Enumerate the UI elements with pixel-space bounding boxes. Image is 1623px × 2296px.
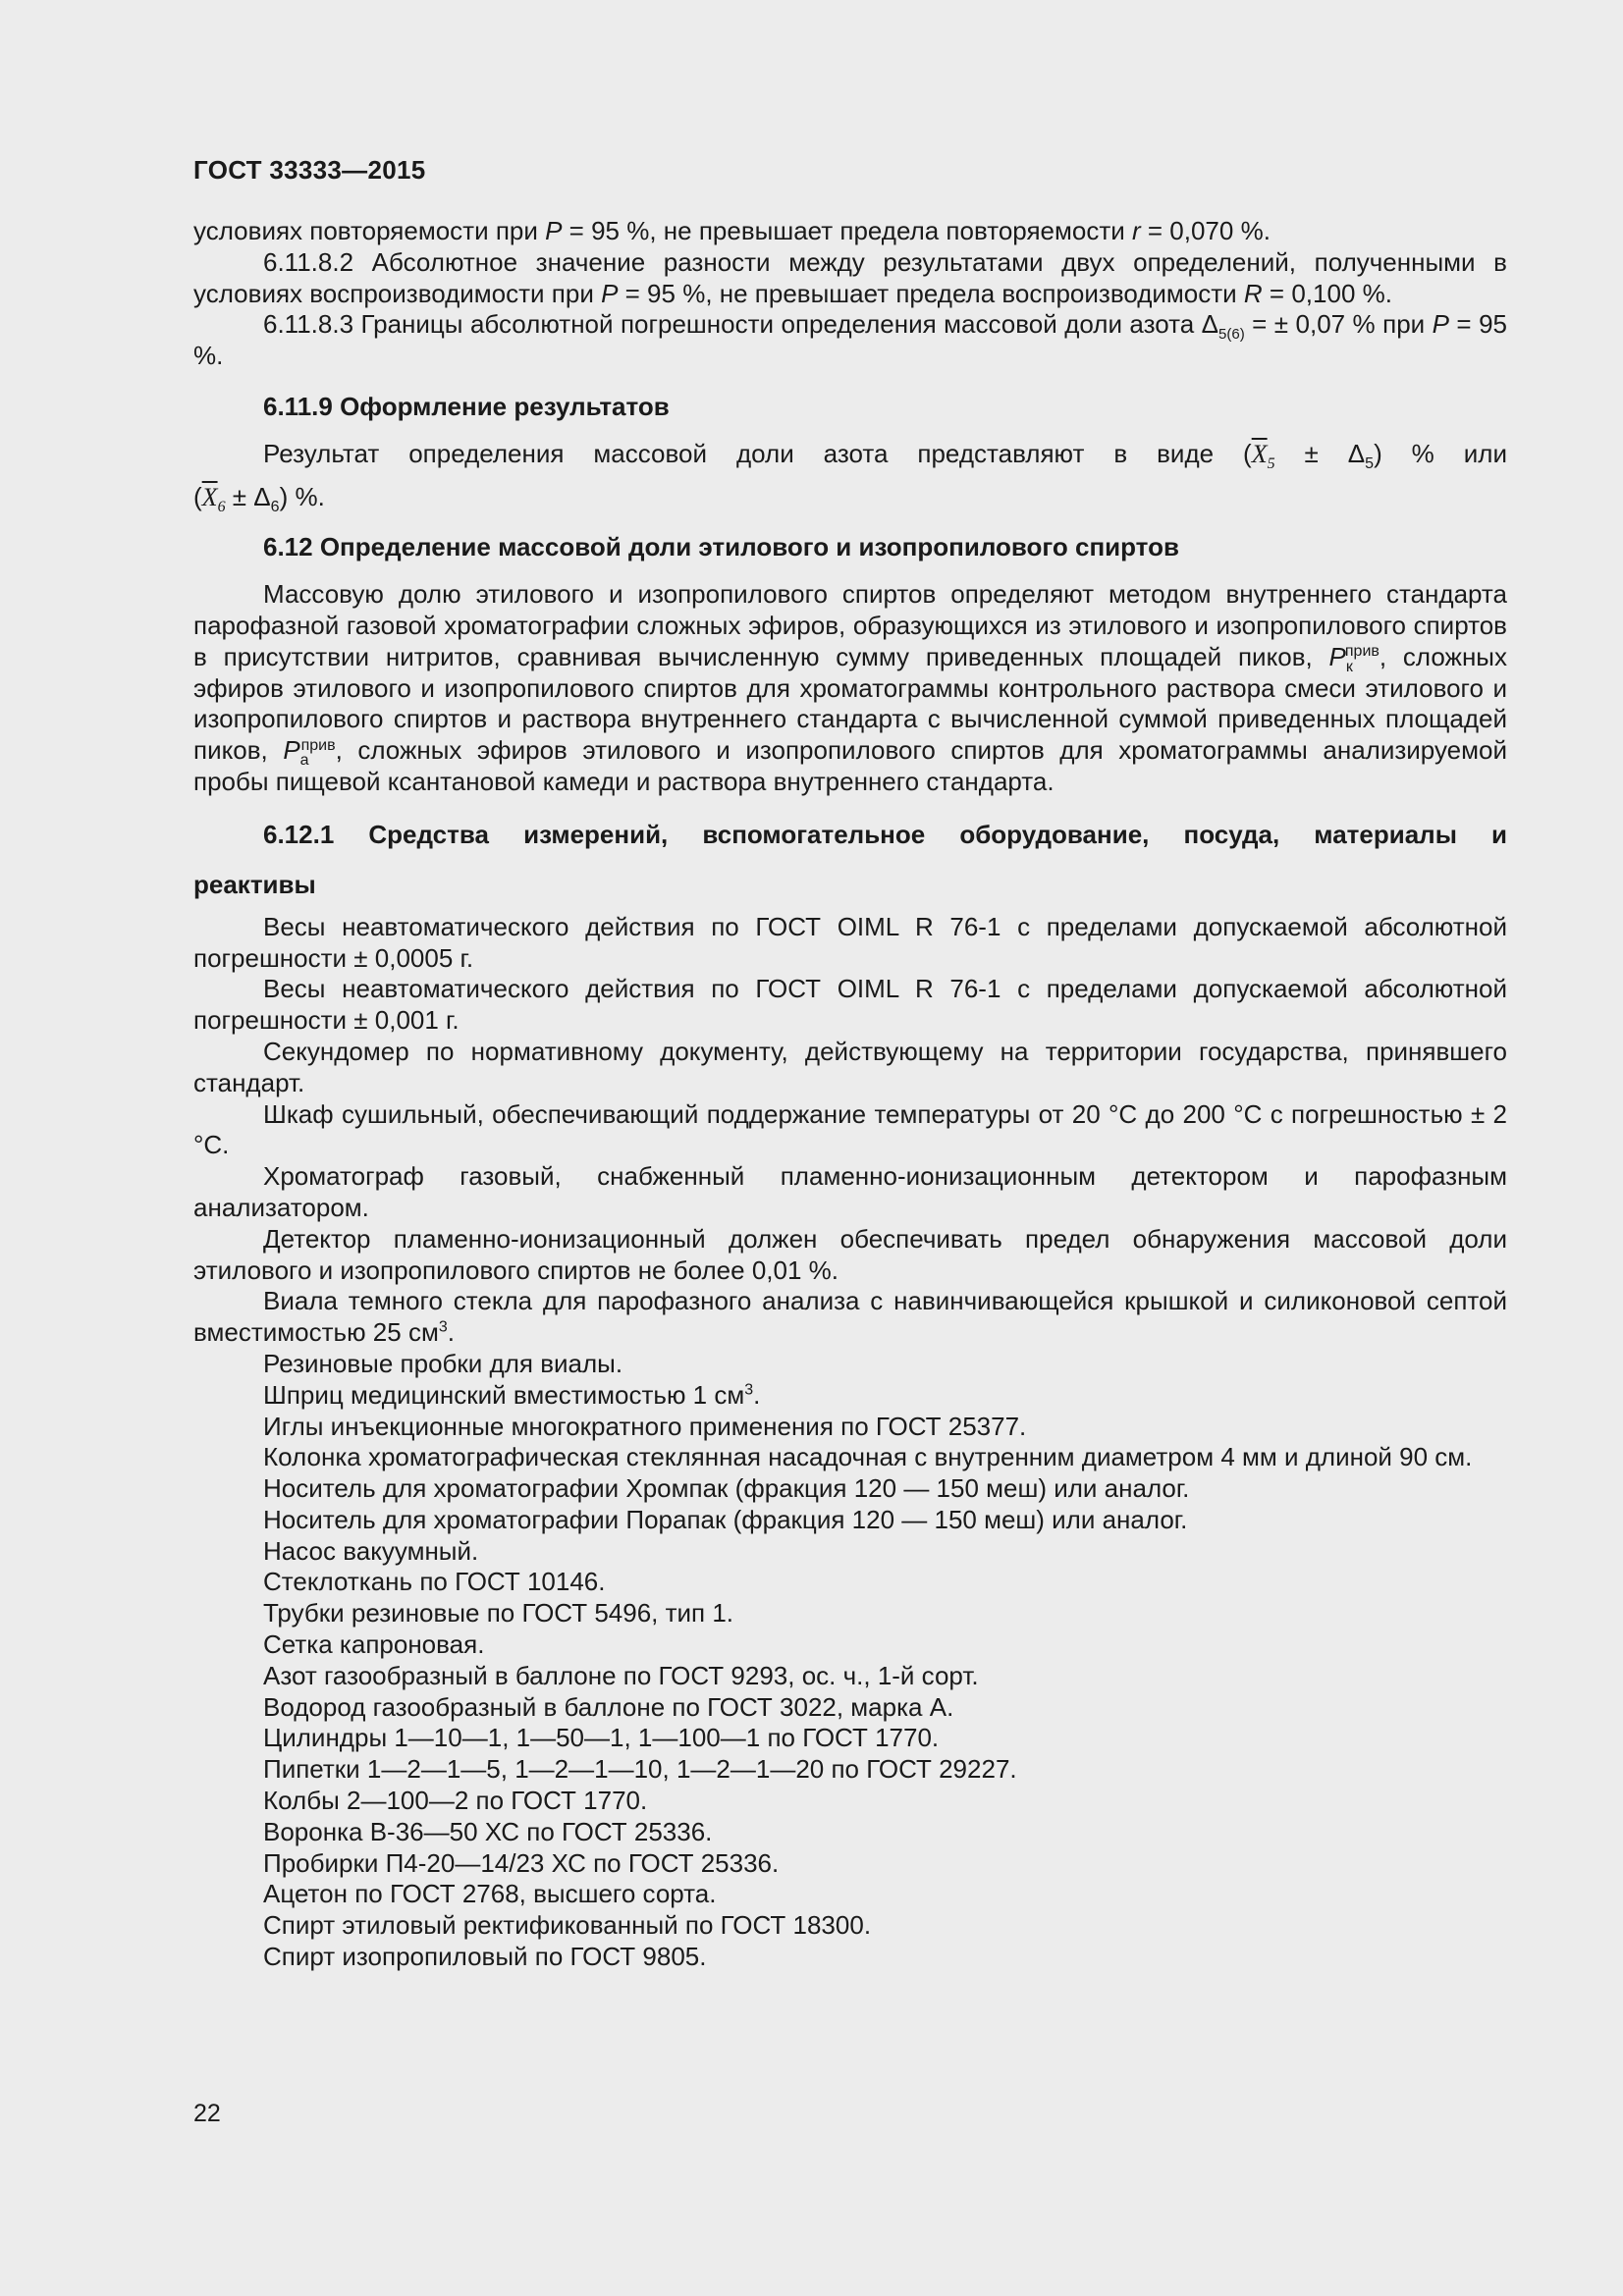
list-item: Азот газообразный в баллоне по ГОСТ 9293, ос. ч., 1-й сорт. (263, 1660, 979, 1690)
list-item: Пипетки 1—2—1—5, 1—2—1—10, 1—2—1—20 по ГОСТ 29227. (263, 1754, 1017, 1785)
list-item: Хроматограф газовый, снабженный пламенно-ионизационным детектором и парофазным анализатором. (193, 1161, 1507, 1222)
list-item: Весы неавтоматического действия по ГОСТ OIML R 76-1 с пределами допускаемой абсолютной погрешности ± 0,001 г. (193, 974, 1507, 1036)
list-item: Колбы 2—100—2 по ГОСТ 1770. (263, 1786, 648, 1816)
heading-6-12-1-line2: реактивы (193, 869, 316, 899)
list-item: Виала темного стекла для парофазного анализа с навинчивающейся крышкой и силиконовой септой вместимостью 25 $см^3$. (193, 1286, 1507, 1348)
list-item: Насос вакуумный. (263, 1535, 479, 1566)
materials-list (193, 1473, 1507, 1973)
list-item: Цилиндры 1—10—1, 1—50—1, 1—100—1 по ГОСТ 1770. (263, 1723, 940, 1753)
paragraph-method-description: Массовую долю этилового и изопропилового спиртов определяют методом внутреннего стандарта парофазной газовой хроматографии сложных эфиров, образующихся из этилового и изопропилового спиртов в присутствии нитритов, сравнивая вычисленную сумму приведенных площадей пиков, $P_к^{прив}$, сложных эфиров этилового и изопропилового спиртов для хроматограммы контрольного раствора смеси этилового и изопропилового спиртов и раствора внутреннего стандарта с вычисленной суммой приведенных площадей пиков, $P_а^{прив}$, сложных эфиров этилового и изопропилового спиртов для хроматограммы анализируемой пробы пищевой ксантановой камеди и раствора внутреннего стандарта. (193, 579, 1507, 796)
list-item: Спирт изопропиловый по ГОСТ 9805. (263, 1942, 707, 1972)
heading-6-11-9: 6.11.9 Оформление результатов (263, 391, 670, 421)
list-item: Ацетон по ГОСТ 2768, высшего сорта. (263, 1879, 717, 1909)
list-item: Пробирки П4-20—14/23 ХС по ГОСТ 25336. (263, 1847, 780, 1878)
list-item: Шкаф сушильный, обеспечивающий поддержание температуры от 20 °С до 200 °С с погрешностью ± 2 °С. (193, 1098, 1507, 1160)
paragraph-6-11-8-3: 6.11.8.3 Границы абсолютной погрешности определения массовой доли азота $\Delta_{5(6)}$ = ± 0,07 % при P = 95 %. (193, 309, 1507, 371)
list-item: Носитель для хроматографии Хромпак (фракция 120 — 150 меш) или аналог. (263, 1473, 1190, 1504)
page-content (193, 216, 1507, 1973)
list-item: Секундомер по нормативному документу, действующему на территории государства, принявшего стандарт. (193, 1036, 1507, 1097)
list-item: Весы неавтоматического действия по ГОСТ OIML R 76-1 с пределами допускаемой абсолютной погрешности ± 0,0005 г. (193, 911, 1507, 973)
heading-6-12: 6.12 Определение массовой доли этилового и изопропилового спиртов (263, 532, 1179, 562)
paragraph-result-format-line1: Результат определения массовой доли азота представляют в виде $(\overline{X}_5 \pm \Delta_5)$ % или (263, 438, 1507, 472)
paragraph-6-11-8-2: 6.11.8.2 Абсолютное значение разности между результатами двух определений, полученными в условиях воспроизводимости при P = 95 %, не превышает предела воспроизводимости R = 0,100 %. (193, 246, 1507, 308)
heading-6-12-1-line1: 6.12.1 Средства измерений, вспомогательное оборудование, посуда, материалы и (263, 819, 1507, 849)
list-item: Воронка В-36—50 ХС по ГОСТ 25336. (263, 1816, 713, 1846)
document-header: ГОСТ 33333—2015 (193, 155, 426, 185)
page-number: 22 (193, 2100, 221, 2127)
list-item: Спирт этиловый ректификованный по ГОСТ 18300. (263, 1910, 872, 1941)
paragraph-repeatability: условиях повторяемости при P = 95 %, не превышает предела повторяемости r = 0,070 %. (193, 216, 1271, 245)
list-item: Трубки резиновые по ГОСТ 5496, тип 1. (263, 1598, 734, 1629)
list-item: Колонка хроматографическая стеклянная насадочная с внутренним диаметром 4 мм и длиной 90 см. (263, 1442, 1473, 1472)
list-item: Детектор пламенно-ионизационный должен обеспечивать предел обнаружения массовой доли этилового и изопропилового спиртов не более 0,01 %. (193, 1223, 1507, 1285)
list-item: Стеклоткань по ГОСТ 10146. (263, 1567, 606, 1597)
paragraph-result-format-line2: $(\overline{X}_6 \pm \Delta_6)$ %. (193, 481, 325, 515)
list-item: Сетка капроновая. (263, 1629, 485, 1660)
list-item: Водород газообразный в баллоне по ГОСТ 3022, марка А. (263, 1691, 954, 1722)
list-item: Шприц медицинский вместимостью 1 $см^3$. (263, 1379, 761, 1410)
list-item: Носитель для хроматографии Порапак (фракция 120 — 150 меш) или аналог. (263, 1504, 1188, 1534)
list-item: Иглы инъекционные многократного применения по ГОСТ 25377. (263, 1411, 1027, 1441)
list-item: Резиновые пробки для виалы. (263, 1348, 623, 1378)
